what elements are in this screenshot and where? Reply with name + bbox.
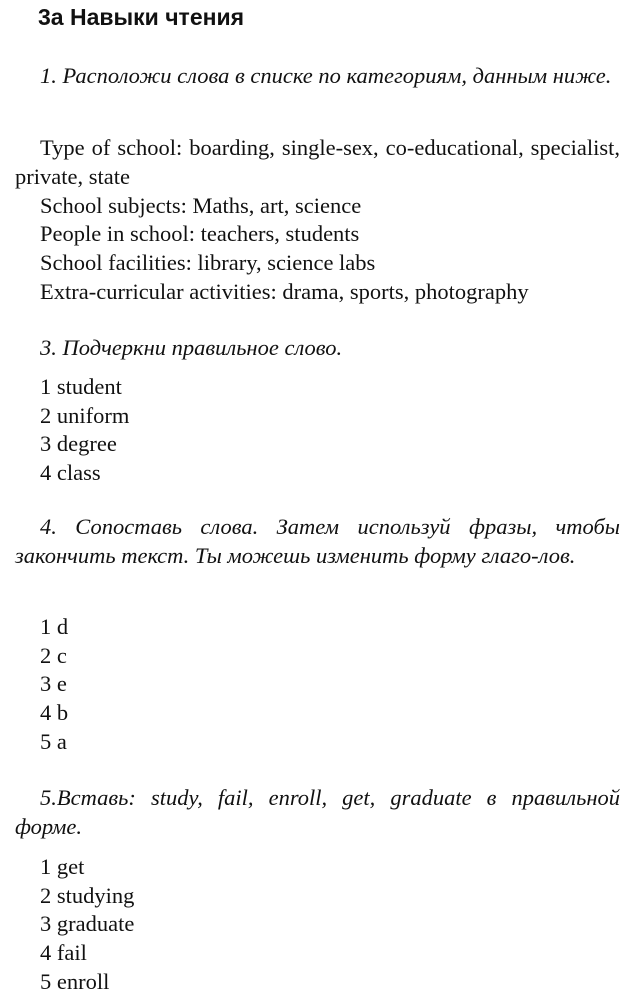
list-item: 1 get bbox=[40, 854, 85, 879]
task1-line-3: People in school: teachers, students bbox=[40, 221, 360, 246]
list-item: 3 e bbox=[40, 671, 67, 697]
task5-instruction: 5.Вставь: study, fail, enroll, get, graduate в правильной форме. bbox=[15, 785, 620, 839]
list-item: 4 fail bbox=[40, 940, 87, 966]
list-item: 1 d bbox=[40, 614, 69, 639]
list-item: 3 graduate bbox=[40, 911, 135, 937]
task1-line-4: School facilities: library, science labs bbox=[40, 250, 376, 275]
list-item: 2 studying bbox=[40, 882, 135, 908]
task3-instruction: 3. Подчеркни правильное слово. bbox=[40, 335, 343, 360]
list-item: 3 degree bbox=[40, 431, 117, 457]
task5-answers bbox=[40, 853, 134, 997]
list-item: 2 uniform bbox=[40, 402, 130, 428]
list-item: 2 c bbox=[40, 642, 67, 668]
list-item: 4 class bbox=[40, 460, 101, 486]
task1-line-5: Extra-curricular activities: drama, sports, photography bbox=[40, 279, 529, 304]
task3-answers bbox=[40, 373, 129, 488]
task4-answers bbox=[40, 613, 68, 757]
list-item: 1 student bbox=[40, 374, 122, 399]
task4-instruction: 4. Сопоставь слова. Затем используй фразы, чтобы закончить текст. Ты можешь изменить форму глаго-лов. bbox=[15, 514, 620, 568]
page-title: 3а Навыки чтения bbox=[38, 4, 245, 30]
task1-line-2: School subjects: Maths, art, science bbox=[40, 193, 362, 218]
task1-instruction: 1. Расположи слова в списке по категориям, данным ниже. bbox=[40, 63, 612, 88]
task1-line-1: Type of school: boarding, single-sex, co-educational, specialist, private, state bbox=[15, 135, 620, 189]
list-item: 4 b bbox=[40, 700, 69, 726]
list-item: 5 enroll bbox=[40, 968, 110, 994]
list-item: 5 a bbox=[40, 728, 67, 754]
